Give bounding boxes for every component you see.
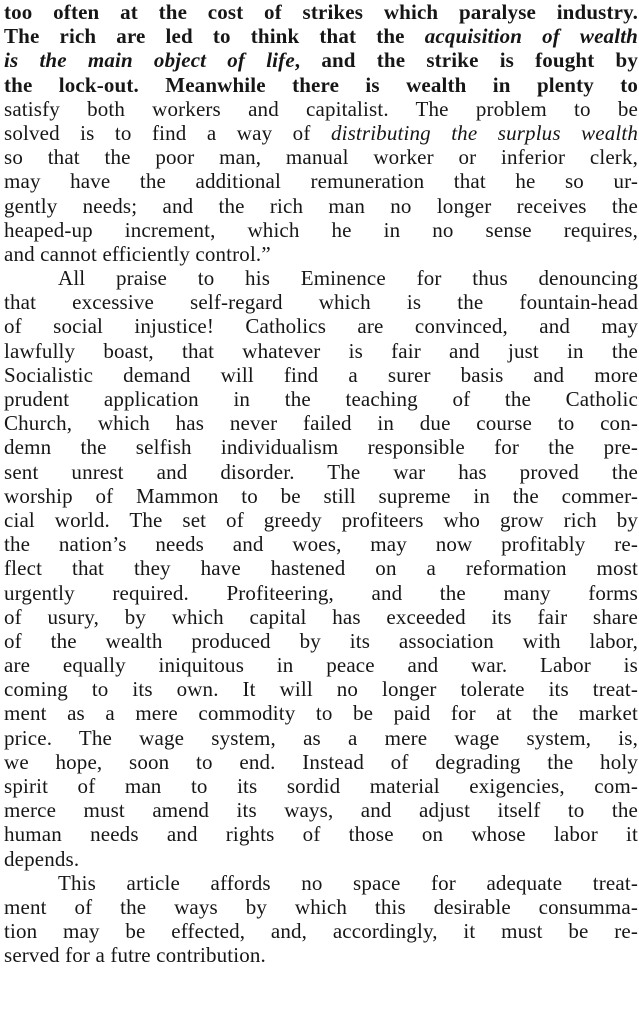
text-line: human needs and rights of those on whose labor it [4, 822, 638, 847]
text-line: that excessive self-regard which is the fountain-head [4, 290, 638, 315]
article-text-column [4, 0, 638, 968]
paragraph [4, 266, 638, 871]
text-line: lawfully boast, that whatever is fair and just in the [4, 338, 638, 363]
text-line: gently needs; and the rich man no longer receives the [4, 193, 638, 218]
text-line: tion may be effected, and, accordingly, it must be re- [4, 919, 638, 944]
text-line: coming to its own. It will no longer tolerate its treat- [4, 677, 638, 702]
text-line: of usury, by which capital has exceeded its fair share [4, 604, 638, 629]
text-line: ment as a mere commodity to be paid for at the market [4, 701, 638, 726]
text-line: satisfy both workers and capitalist. The problem to be [4, 96, 638, 121]
paragraph [4, 871, 638, 968]
text-line: merce must amend its ways, and adjust itself to the [4, 798, 638, 823]
text-line: too often at the cost of strikes which paralyse industry. [4, 0, 638, 24]
text-line: worship of Mammon to be still supreme in the commer- [4, 483, 638, 508]
text-line: spirit of man to its sordid material exigencies, com- [4, 774, 638, 798]
text-line: flect that they have hastened on a reformation most [4, 556, 638, 581]
text-line: urgently required. Profiteering, and the many forms [4, 580, 638, 605]
text-line: This article affords no space for adequate treat- [58, 870, 638, 895]
text-line: are equally iniquitous in peace and war. Labor is [4, 653, 638, 678]
text-line: of the wealth produced by its association with labor, [4, 628, 638, 653]
text-line: and cannot efficiently control.” [4, 241, 271, 266]
text-line: All praise to his Eminence for thus denouncing [58, 266, 638, 291]
text-line: ment of the ways by which this desirable consumma- [4, 894, 638, 919]
text-line: the lock-out. Meanwhile there is wealth in plenty to [4, 72, 638, 97]
text-line: may have the additional remuneration that he so ur- [4, 169, 638, 194]
text-line: Church, which has never failed in due course to con- [4, 411, 638, 436]
text-line: heaped-up increment, which he in no sense requires, [4, 217, 638, 242]
text-line: so that the poor man, manual worker or inferior clerk, [4, 145, 638, 170]
text-line: sent unrest and disorder. The war has proved the [4, 459, 638, 484]
text-line: we hope, soon to end. Instead of degrading the holy [4, 749, 638, 774]
text-line: is the main object of life, and the strike is fought by [4, 48, 638, 73]
italic-phrase: is the main object of life [4, 48, 295, 73]
text-line: demn the selfish individualism responsible for the pre- [4, 435, 638, 460]
text-line: served for a futre contribution. [4, 943, 266, 968]
italic-phrase: distributing the surplus wealth [330, 120, 638, 145]
text-line: the nation’s needs and woes, may now profitably re- [4, 532, 638, 557]
text-line: prudent application in the teaching of the Catholic [4, 387, 638, 411]
text-line: of social injustice! Catholics are convinced, and may [4, 314, 638, 339]
italic-phrase: acquisition of wealth [424, 24, 639, 49]
text-line: Socialistic demand will find a surer basis and more [4, 362, 638, 387]
paragraph [4, 0, 638, 266]
text-line: The rich are led to think that the acquisition of wealth [4, 24, 639, 49]
text-line: price. The wage system, as a mere wage system, is, [4, 725, 638, 750]
text-line: depends. [4, 846, 80, 871]
text-line: cial world. The set of greedy profiteers who grow rich by [4, 507, 638, 532]
text-line: solved is to find a way of distributing the surplus wealth [4, 120, 638, 145]
